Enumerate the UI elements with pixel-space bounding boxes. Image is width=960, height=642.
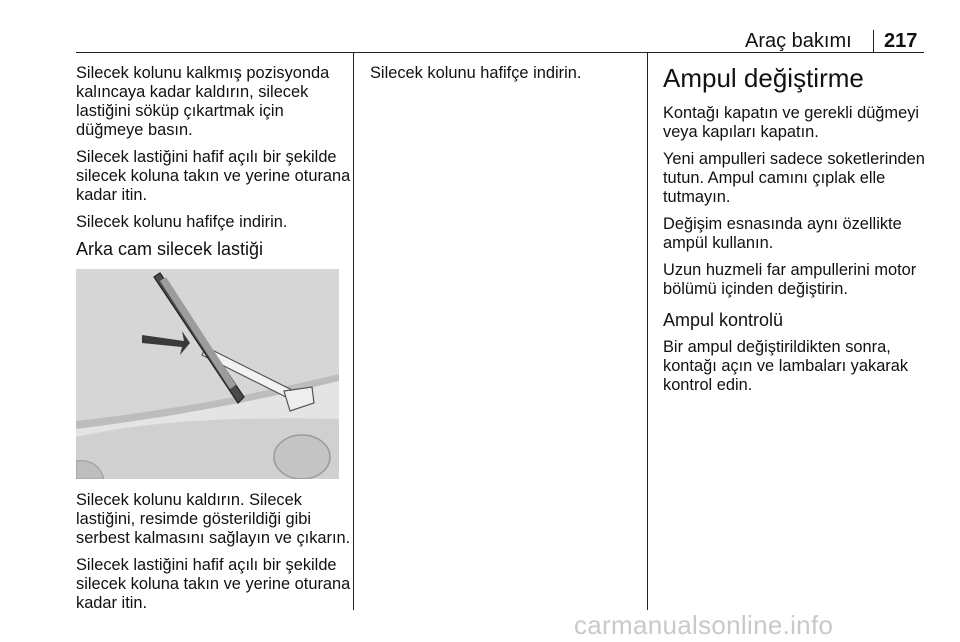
paragraph-lower-arm-rear: Silecek kolunu hafifçe indirin. bbox=[370, 64, 582, 82]
paragraph-release-blade: Silecek kolunu kaldırın. Silecek lastiğini, resimde gösterildiği gibi serbest kalmasını sağlayın ve çıkarın. bbox=[76, 491, 351, 547]
paragraph-insert-blade: Silecek lastiğini hafif açılı bir şekilde silecek koluna takın ve yerine oturana kadar itin. bbox=[76, 148, 351, 204]
section-title: Araç bakımı bbox=[745, 30, 852, 52]
column-2 bbox=[370, 64, 640, 91]
section-title-bulb-replacement: Ampul değiştirme bbox=[663, 63, 864, 93]
page-number: 217 bbox=[884, 30, 918, 52]
column-divider-1 bbox=[353, 53, 354, 610]
paragraph-same-spec: Değişim esnasında aynı özellikte ampül kullanın. bbox=[663, 215, 902, 252]
paragraph-insert-blade-rear: Silecek lastiğini hafif açılı bir şekilde silecek koluna takın ve yerine oturana kadar itin. bbox=[76, 556, 351, 612]
subheading-bulb-check: Ampul kontrolü bbox=[663, 310, 784, 330]
paragraph-check-lights: Bir ampul değiştirildikten sonra, kontağı açın ve lambaları yakarak kontrol edin. bbox=[663, 338, 909, 394]
watermark: carmanualsonline.info bbox=[574, 610, 834, 640]
column-1 bbox=[76, 64, 351, 621]
rear-wiper-drawing bbox=[76, 269, 339, 479]
rear-wiper-illustration bbox=[76, 269, 339, 479]
section-heading-rear-wiper: Arka cam silecek lastiği bbox=[76, 239, 264, 259]
column-divider-2 bbox=[647, 53, 648, 610]
paragraph-switch-off: Kontağı kapatın ve gerekli düğmeyi veya kapıları kapatın. bbox=[663, 104, 920, 141]
paragraph-high-beam: Uzun huzmeli far ampullerini motor bölümü içinden değiştirin. bbox=[663, 261, 917, 298]
paragraph-hold-bulbs: Yeni ampulleri sadece soketlerinden tutun. Ampul camını çıplak elle tutmayın. bbox=[663, 150, 925, 206]
paragraph-raise-arm: Silecek kolunu kalkmış pozisyonda kalıncaya kadar kaldırın, silecek lastiğini söküp çıkartmak için düğmeye basın. bbox=[76, 64, 330, 139]
header-rule bbox=[76, 52, 924, 53]
header-divider bbox=[873, 30, 874, 53]
column-3 bbox=[663, 62, 933, 403]
paragraph-lower-arm: Silecek kolunu hafifçe indirin. bbox=[76, 213, 288, 231]
